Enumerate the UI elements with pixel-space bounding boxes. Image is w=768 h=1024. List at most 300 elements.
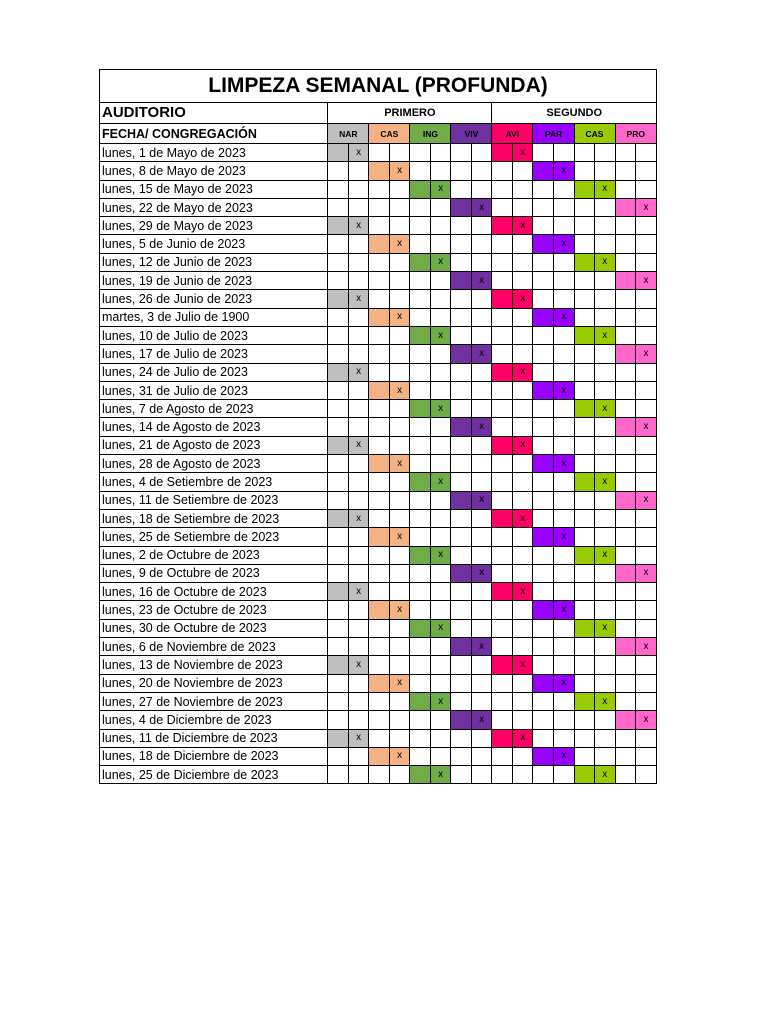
empty-cell (348, 272, 369, 290)
empty-cell (492, 308, 513, 326)
assignment-mark: x (471, 491, 492, 509)
empty-cell (533, 546, 554, 564)
empty-cell (471, 692, 492, 710)
empty-cell (471, 217, 492, 235)
empty-cell (328, 253, 349, 271)
row-date: lunes, 30 de Octubre de 2023 (100, 619, 328, 637)
assignment-cell (369, 162, 390, 180)
assignment-cell (533, 747, 554, 765)
empty-cell (512, 345, 533, 363)
assignment-cell (451, 711, 472, 729)
empty-cell (328, 198, 349, 216)
empty-cell (636, 436, 657, 454)
empty-cell (636, 692, 657, 710)
column-code-viv-4: VIV (451, 124, 492, 144)
empty-cell (574, 198, 595, 216)
empty-cell (389, 509, 410, 527)
empty-cell (410, 217, 431, 235)
assignment-cell (451, 198, 472, 216)
empty-cell (471, 326, 492, 344)
empty-cell (636, 235, 657, 253)
empty-cell (410, 509, 431, 527)
column-header-row (100, 124, 657, 144)
assignment-mark: x (348, 144, 369, 162)
empty-cell (533, 253, 554, 271)
empty-cell (574, 144, 595, 162)
empty-cell (369, 198, 390, 216)
schedule-row (100, 253, 657, 271)
empty-cell (492, 418, 513, 436)
empty-cell (369, 363, 390, 381)
empty-cell (348, 418, 369, 436)
assignment-mark: x (636, 564, 657, 582)
empty-cell (451, 436, 472, 454)
empty-cell (389, 217, 410, 235)
schedule-row (100, 455, 657, 473)
schedule-row (100, 656, 657, 674)
empty-cell (553, 363, 574, 381)
empty-cell (369, 418, 390, 436)
empty-cell (512, 272, 533, 290)
empty-cell (328, 308, 349, 326)
empty-cell (410, 564, 431, 582)
empty-cell (595, 217, 616, 235)
assignment-mark: x (389, 235, 410, 253)
assignment-cell (369, 601, 390, 619)
empty-cell (451, 601, 472, 619)
empty-cell (595, 290, 616, 308)
empty-cell (430, 381, 451, 399)
empty-cell (574, 235, 595, 253)
empty-cell (615, 381, 636, 399)
empty-cell (615, 455, 636, 473)
row-date: lunes, 12 de Junio de 2023 (100, 253, 328, 271)
empty-cell (574, 345, 595, 363)
assignment-cell (574, 180, 595, 198)
empty-cell (492, 198, 513, 216)
column-code-pro-8: PRO (615, 124, 656, 144)
empty-cell (615, 747, 636, 765)
empty-cell (389, 491, 410, 509)
empty-cell (512, 711, 533, 729)
assignment-cell (410, 473, 431, 491)
row-date: lunes, 7 de Agosto de 2023 (100, 400, 328, 418)
empty-cell (369, 326, 390, 344)
schedule-row (100, 144, 657, 162)
schedule-row (100, 290, 657, 308)
empty-cell (451, 308, 472, 326)
empty-cell (533, 326, 554, 344)
empty-cell (636, 455, 657, 473)
empty-cell (615, 308, 636, 326)
empty-cell (348, 180, 369, 198)
column-code-nar-1: NAR (328, 124, 369, 144)
section-header-row (100, 103, 657, 124)
empty-cell (533, 473, 554, 491)
assignment-mark: x (553, 235, 574, 253)
empty-cell (553, 436, 574, 454)
schedule-row (100, 400, 657, 418)
empty-cell (369, 180, 390, 198)
assignment-cell (410, 619, 431, 637)
empty-cell (574, 729, 595, 747)
assignment-mark: x (430, 400, 451, 418)
empty-cell (410, 418, 431, 436)
empty-cell (430, 638, 451, 656)
empty-cell (595, 564, 616, 582)
empty-cell (471, 656, 492, 674)
assignment-mark: x (389, 674, 410, 692)
empty-cell (430, 144, 451, 162)
schedule-row (100, 674, 657, 692)
empty-cell (348, 766, 369, 784)
empty-cell (471, 400, 492, 418)
empty-cell (369, 766, 390, 784)
schedule-row (100, 272, 657, 290)
empty-cell (328, 692, 349, 710)
empty-cell (595, 144, 616, 162)
empty-cell (595, 418, 616, 436)
empty-cell (389, 418, 410, 436)
empty-cell (430, 363, 451, 381)
empty-cell (492, 747, 513, 765)
empty-cell (430, 656, 451, 674)
empty-cell (533, 290, 554, 308)
empty-cell (451, 400, 472, 418)
empty-cell (595, 583, 616, 601)
schedule-row (100, 729, 657, 747)
assignment-mark: x (389, 601, 410, 619)
empty-cell (636, 290, 657, 308)
empty-cell (533, 656, 554, 674)
assignment-cell (369, 381, 390, 399)
empty-cell (348, 381, 369, 399)
assignment-mark: x (636, 638, 657, 656)
group-header-2: SEGUNDO (492, 103, 657, 124)
empty-cell (451, 235, 472, 253)
empty-cell (512, 528, 533, 546)
schedule-row (100, 436, 657, 454)
empty-cell (553, 656, 574, 674)
empty-cell (369, 656, 390, 674)
assignment-mark: x (430, 473, 451, 491)
empty-cell (574, 436, 595, 454)
empty-cell (636, 674, 657, 692)
assignment-mark: x (595, 253, 616, 271)
empty-cell (430, 418, 451, 436)
empty-cell (369, 400, 390, 418)
assignment-mark: x (636, 272, 657, 290)
empty-cell (328, 162, 349, 180)
empty-cell (533, 711, 554, 729)
empty-cell (636, 729, 657, 747)
assignment-cell (328, 583, 349, 601)
schedule-row (100, 235, 657, 253)
empty-cell (410, 144, 431, 162)
assignment-mark: x (595, 400, 616, 418)
empty-cell (410, 290, 431, 308)
empty-cell (451, 528, 472, 546)
assignment-mark: x (595, 180, 616, 198)
assignment-cell (328, 509, 349, 527)
empty-cell (595, 345, 616, 363)
empty-cell (389, 729, 410, 747)
empty-cell (348, 528, 369, 546)
empty-cell (574, 656, 595, 674)
empty-cell (369, 345, 390, 363)
empty-cell (328, 381, 349, 399)
empty-cell (389, 638, 410, 656)
empty-cell (328, 546, 349, 564)
empty-cell (430, 198, 451, 216)
empty-cell (595, 638, 616, 656)
empty-cell (574, 601, 595, 619)
assignment-cell (492, 217, 513, 235)
empty-cell (553, 290, 574, 308)
empty-cell (328, 418, 349, 436)
empty-cell (389, 198, 410, 216)
assignment-cell (615, 198, 636, 216)
empty-cell (615, 509, 636, 527)
empty-cell (328, 326, 349, 344)
empty-cell (410, 162, 431, 180)
assignment-cell (410, 180, 431, 198)
row-date: lunes, 18 de Setiembre de 2023 (100, 509, 328, 527)
empty-cell (492, 180, 513, 198)
empty-cell (636, 400, 657, 418)
empty-cell (492, 381, 513, 399)
row-date: lunes, 26 de Junio de 2023 (100, 290, 328, 308)
assignment-mark: x (595, 766, 616, 784)
empty-cell (389, 326, 410, 344)
empty-cell (369, 217, 390, 235)
empty-cell (533, 272, 554, 290)
assignment-cell (369, 235, 390, 253)
schedule-row (100, 601, 657, 619)
empty-cell (492, 619, 513, 637)
empty-cell (553, 400, 574, 418)
empty-cell (410, 436, 431, 454)
empty-cell (369, 272, 390, 290)
empty-cell (615, 326, 636, 344)
empty-cell (389, 619, 410, 637)
assignment-mark: x (636, 418, 657, 436)
empty-cell (369, 638, 390, 656)
empty-cell (553, 619, 574, 637)
empty-cell (595, 363, 616, 381)
empty-cell (574, 711, 595, 729)
schedule-row (100, 747, 657, 765)
empty-cell (595, 491, 616, 509)
empty-cell (615, 436, 636, 454)
assignment-cell (369, 308, 390, 326)
empty-cell (512, 692, 533, 710)
empty-cell (451, 144, 472, 162)
schedule-row (100, 308, 657, 326)
assignment-mark: x (595, 473, 616, 491)
empty-cell (430, 308, 451, 326)
assignment-cell (574, 253, 595, 271)
empty-cell (451, 253, 472, 271)
schedule-row (100, 528, 657, 546)
empty-cell (389, 711, 410, 729)
empty-cell (451, 290, 472, 308)
assignment-mark: x (636, 345, 657, 363)
empty-cell (410, 674, 431, 692)
empty-cell (512, 235, 533, 253)
row-date: lunes, 16 de Octubre de 2023 (100, 583, 328, 601)
empty-cell (636, 656, 657, 674)
empty-cell (451, 546, 472, 564)
assignment-mark: x (636, 491, 657, 509)
empty-cell (636, 601, 657, 619)
empty-cell (492, 638, 513, 656)
title-row (100, 70, 657, 103)
empty-cell (328, 272, 349, 290)
empty-cell (615, 766, 636, 784)
column-code-avi-5: AVI (492, 124, 533, 144)
assignment-mark: x (430, 766, 451, 784)
assignment-mark: x (348, 583, 369, 601)
empty-cell (533, 619, 554, 637)
assignment-mark: x (471, 638, 492, 656)
empty-cell (328, 345, 349, 363)
schedule-row (100, 180, 657, 198)
empty-cell (430, 345, 451, 363)
assignment-cell (410, 253, 431, 271)
empty-cell (451, 326, 472, 344)
empty-cell (533, 638, 554, 656)
schedule-row (100, 381, 657, 399)
empty-cell (595, 674, 616, 692)
assignment-mark: x (430, 253, 451, 271)
empty-cell (348, 162, 369, 180)
assignment-cell (574, 326, 595, 344)
empty-cell (430, 235, 451, 253)
empty-cell (410, 308, 431, 326)
empty-cell (328, 766, 349, 784)
assignment-cell (615, 711, 636, 729)
assignment-mark: x (471, 711, 492, 729)
empty-cell (553, 253, 574, 271)
section-label: AUDITORIO (100, 103, 328, 124)
empty-cell (492, 162, 513, 180)
row-date: martes, 3 de Julio de 1900 (100, 308, 328, 326)
row-date: lunes, 4 de Diciembre de 2023 (100, 711, 328, 729)
empty-cell (328, 564, 349, 582)
empty-cell (389, 564, 410, 582)
empty-cell (328, 747, 349, 765)
empty-cell (615, 729, 636, 747)
row-date: lunes, 13 de Noviembre de 2023 (100, 656, 328, 674)
assignment-mark: x (389, 162, 410, 180)
empty-cell (430, 747, 451, 765)
empty-cell (328, 455, 349, 473)
row-date: lunes, 20 de Noviembre de 2023 (100, 674, 328, 692)
empty-cell (348, 345, 369, 363)
empty-cell (451, 692, 472, 710)
empty-cell (328, 711, 349, 729)
assignment-mark: x (471, 345, 492, 363)
assignment-cell (492, 363, 513, 381)
assignment-cell (328, 217, 349, 235)
empty-cell (328, 400, 349, 418)
column-code-cas-2: CAS (369, 124, 410, 144)
empty-cell (348, 235, 369, 253)
assignment-cell (328, 290, 349, 308)
empty-cell (369, 290, 390, 308)
empty-cell (328, 601, 349, 619)
assignment-cell (533, 162, 554, 180)
row-date: lunes, 18 de Diciembre de 2023 (100, 747, 328, 765)
empty-cell (471, 473, 492, 491)
empty-cell (553, 711, 574, 729)
empty-cell (636, 363, 657, 381)
empty-cell (636, 747, 657, 765)
empty-cell (430, 601, 451, 619)
empty-cell (533, 692, 554, 710)
assignment-mark: x (595, 692, 616, 710)
assignment-cell (533, 601, 554, 619)
empty-cell (492, 692, 513, 710)
empty-cell (471, 436, 492, 454)
assignment-cell (615, 564, 636, 582)
empty-cell (595, 601, 616, 619)
empty-cell (410, 747, 431, 765)
assignment-mark: x (553, 601, 574, 619)
assignment-cell (574, 619, 595, 637)
empty-cell (471, 601, 492, 619)
empty-cell (348, 638, 369, 656)
assignment-mark: x (512, 363, 533, 381)
empty-cell (595, 656, 616, 674)
assignment-cell (410, 766, 431, 784)
empty-cell (636, 528, 657, 546)
empty-cell (389, 345, 410, 363)
assignment-mark: x (430, 180, 451, 198)
empty-cell (410, 272, 431, 290)
empty-cell (471, 455, 492, 473)
schedule-row (100, 363, 657, 381)
schedule-row (100, 345, 657, 363)
date-column-header: FECHA/ CONGREGACIÓN (100, 124, 328, 144)
assignment-cell (410, 326, 431, 344)
empty-cell (533, 180, 554, 198)
empty-cell (410, 381, 431, 399)
empty-cell (369, 692, 390, 710)
empty-cell (636, 619, 657, 637)
empty-cell (348, 711, 369, 729)
assignment-mark: x (471, 418, 492, 436)
row-date: lunes, 9 de Octubre de 2023 (100, 564, 328, 582)
row-date: lunes, 31 de Julio de 2023 (100, 381, 328, 399)
row-date: lunes, 5 de Junio de 2023 (100, 235, 328, 253)
assignment-mark: x (512, 217, 533, 235)
empty-cell (348, 473, 369, 491)
assignment-cell (328, 363, 349, 381)
empty-cell (328, 491, 349, 509)
empty-cell (636, 162, 657, 180)
row-date: lunes, 10 de Julio de 2023 (100, 326, 328, 344)
assignment-cell (492, 656, 513, 674)
empty-cell (471, 235, 492, 253)
row-date: lunes, 22 de Mayo de 2023 (100, 198, 328, 216)
empty-cell (615, 363, 636, 381)
assignment-mark: x (512, 729, 533, 747)
empty-cell (471, 729, 492, 747)
empty-cell (595, 381, 616, 399)
empty-cell (348, 308, 369, 326)
